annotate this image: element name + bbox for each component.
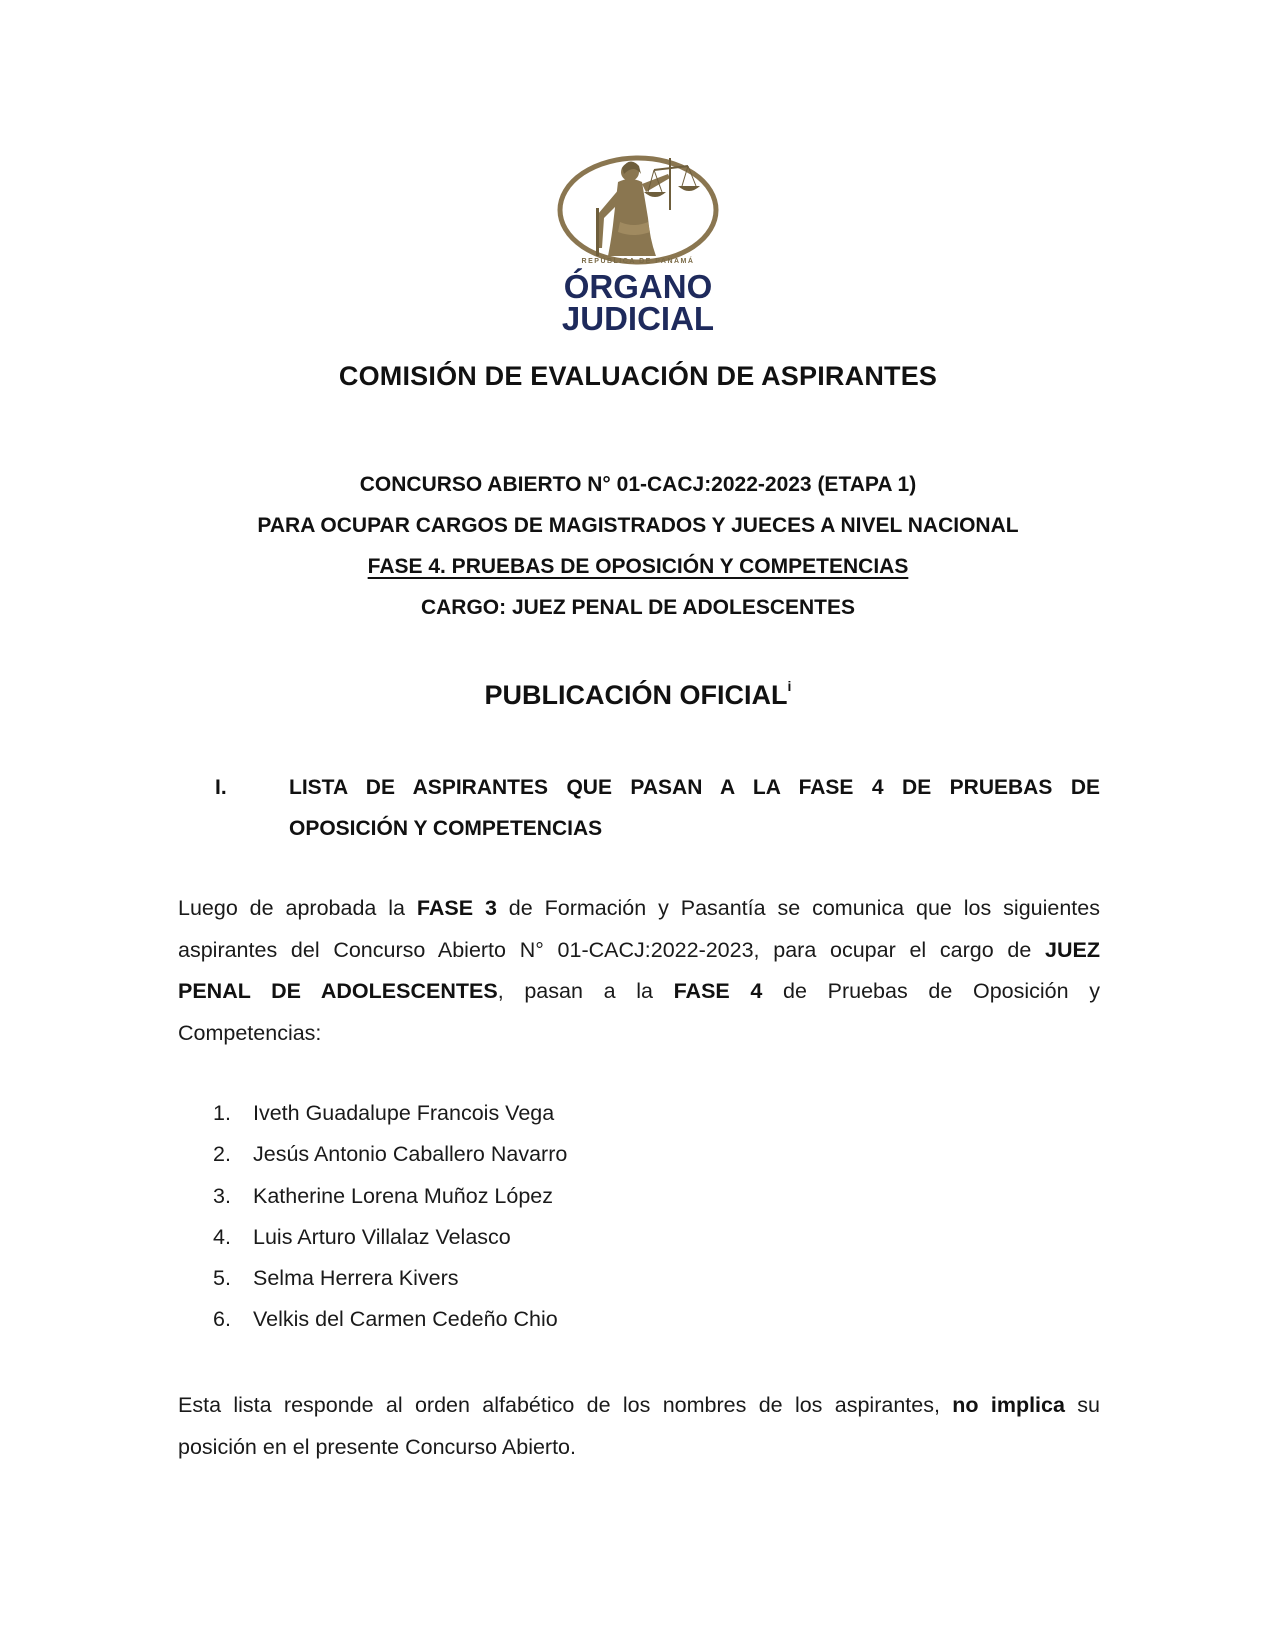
list-item-name: Velkis del Carmen Cedeño Chio <box>253 1307 558 1332</box>
contest-heading <box>0 464 1276 628</box>
list-item <box>213 1217 567 1258</box>
logo-line-judicial: JUDICIAL <box>561 300 715 337</box>
list-item <box>213 1134 567 1175</box>
list-item-number: 6. <box>213 1307 231 1332</box>
intro-line-2 <box>178 930 1100 972</box>
list-item <box>213 1093 567 1134</box>
publication-title <box>0 680 1276 711</box>
candidate-list <box>213 1093 567 1341</box>
list-item <box>213 1258 567 1299</box>
heading-line-purpose: PARA OCUPAR CARGOS DE MAGISTRADOS Y JUECES A NIVEL NACIONAL <box>257 514 1019 537</box>
list-item <box>213 1176 567 1217</box>
list-item-number: 3. <box>213 1183 231 1208</box>
list-item-name: Katherine Lorena Muñoz López <box>253 1183 554 1208</box>
intro-line-3 <box>178 971 1100 1013</box>
heading-line-phase <box>0 546 1276 587</box>
list-item-name: Iveth Guadalupe Francois Vega <box>253 1101 555 1125</box>
list-item-number: 2. <box>213 1142 231 1167</box>
list-item-name: Selma Herrera Kivers <box>253 1266 459 1291</box>
list-item <box>213 1299 567 1340</box>
intro-text-c: de Formación y Pasantía se comunica que los siguientes <box>496 896 1100 920</box>
page-title: COMISIÓN DE EVALUACIÓN DE ASPIRANTES <box>338 361 938 391</box>
intro-line-4: Competencias: <box>178 1020 322 1045</box>
logo-subtitle: REPÚBLICA DE PANAMÁ <box>581 258 695 265</box>
closing-paragraph <box>178 1385 1100 1468</box>
section-number: I. <box>215 776 227 799</box>
intro-text-i: de Pruebas de Oposición y <box>762 979 1100 1003</box>
section-title-line1: LISTA DE ASPIRANTES QUE PASAN A LA FASE 4 DE PRUEBAS DE <box>289 776 1100 799</box>
section-title-line2: OPOSICIÓN Y COMPETENCIAS <box>289 817 603 840</box>
intro-text-d: aspirantes del Concurso Abierto N° 01-CACJ:2022-2023, para ocupar el cargo de <box>178 937 1046 962</box>
heading-line-position: CARGO: JUEZ PENAL DE ADOLESCENTES <box>420 596 856 619</box>
intro-text-a: Luego de aprobada la <box>178 896 417 920</box>
publication-title-text: PUBLICACIÓN OFICIAL <box>484 680 788 710</box>
list-item-name: Luis Arturo Villalaz Velasco <box>253 1224 511 1249</box>
closing-text-c: su <box>1064 1393 1100 1417</box>
intro-bold-juez: JUEZ <box>1045 937 1100 962</box>
intro-text-g: , pasan a la <box>497 979 674 1003</box>
list-item-number: 4. <box>213 1224 231 1249</box>
list-item-number: 1. <box>213 1101 231 1125</box>
intro-bold-fase3: FASE 3 <box>416 896 497 920</box>
section-title <box>289 767 1100 849</box>
intro-paragraph <box>178 888 1100 1054</box>
heading-phase-text: FASE 4. PRUEBAS DE OPOSICIÓN Y COMPETENCIAS <box>367 555 909 578</box>
logo-line-organo: ÓRGANO <box>563 268 713 305</box>
footnote-mark: i <box>787 678 792 694</box>
heading-line-contest: CONCURSO ABIERTO N° 01-CACJ:2022-2023 (ETAPA 1) <box>359 473 917 496</box>
list-item-number: 5. <box>213 1266 231 1291</box>
lady-justice-emblem-icon <box>538 148 738 266</box>
closing-text-a: Esta lista responde al orden alfabético de los nombres de los aspirantes, <box>178 1393 953 1417</box>
intro-bold-fase4: FASE 4 <box>673 979 763 1003</box>
intro-line-1 <box>178 888 1100 930</box>
closing-line-1 <box>178 1385 1100 1427</box>
intro-bold-position: PENAL DE ADOLESCENTES <box>178 979 498 1003</box>
closing-bold-no-implica: no implica <box>952 1393 1065 1417</box>
closing-line-2: posición en el presente Concurso Abierto. <box>178 1434 576 1459</box>
list-item-name: Jesús Antonio Caballero Navarro <box>253 1142 568 1167</box>
organo-judicial-logo <box>538 148 738 336</box>
